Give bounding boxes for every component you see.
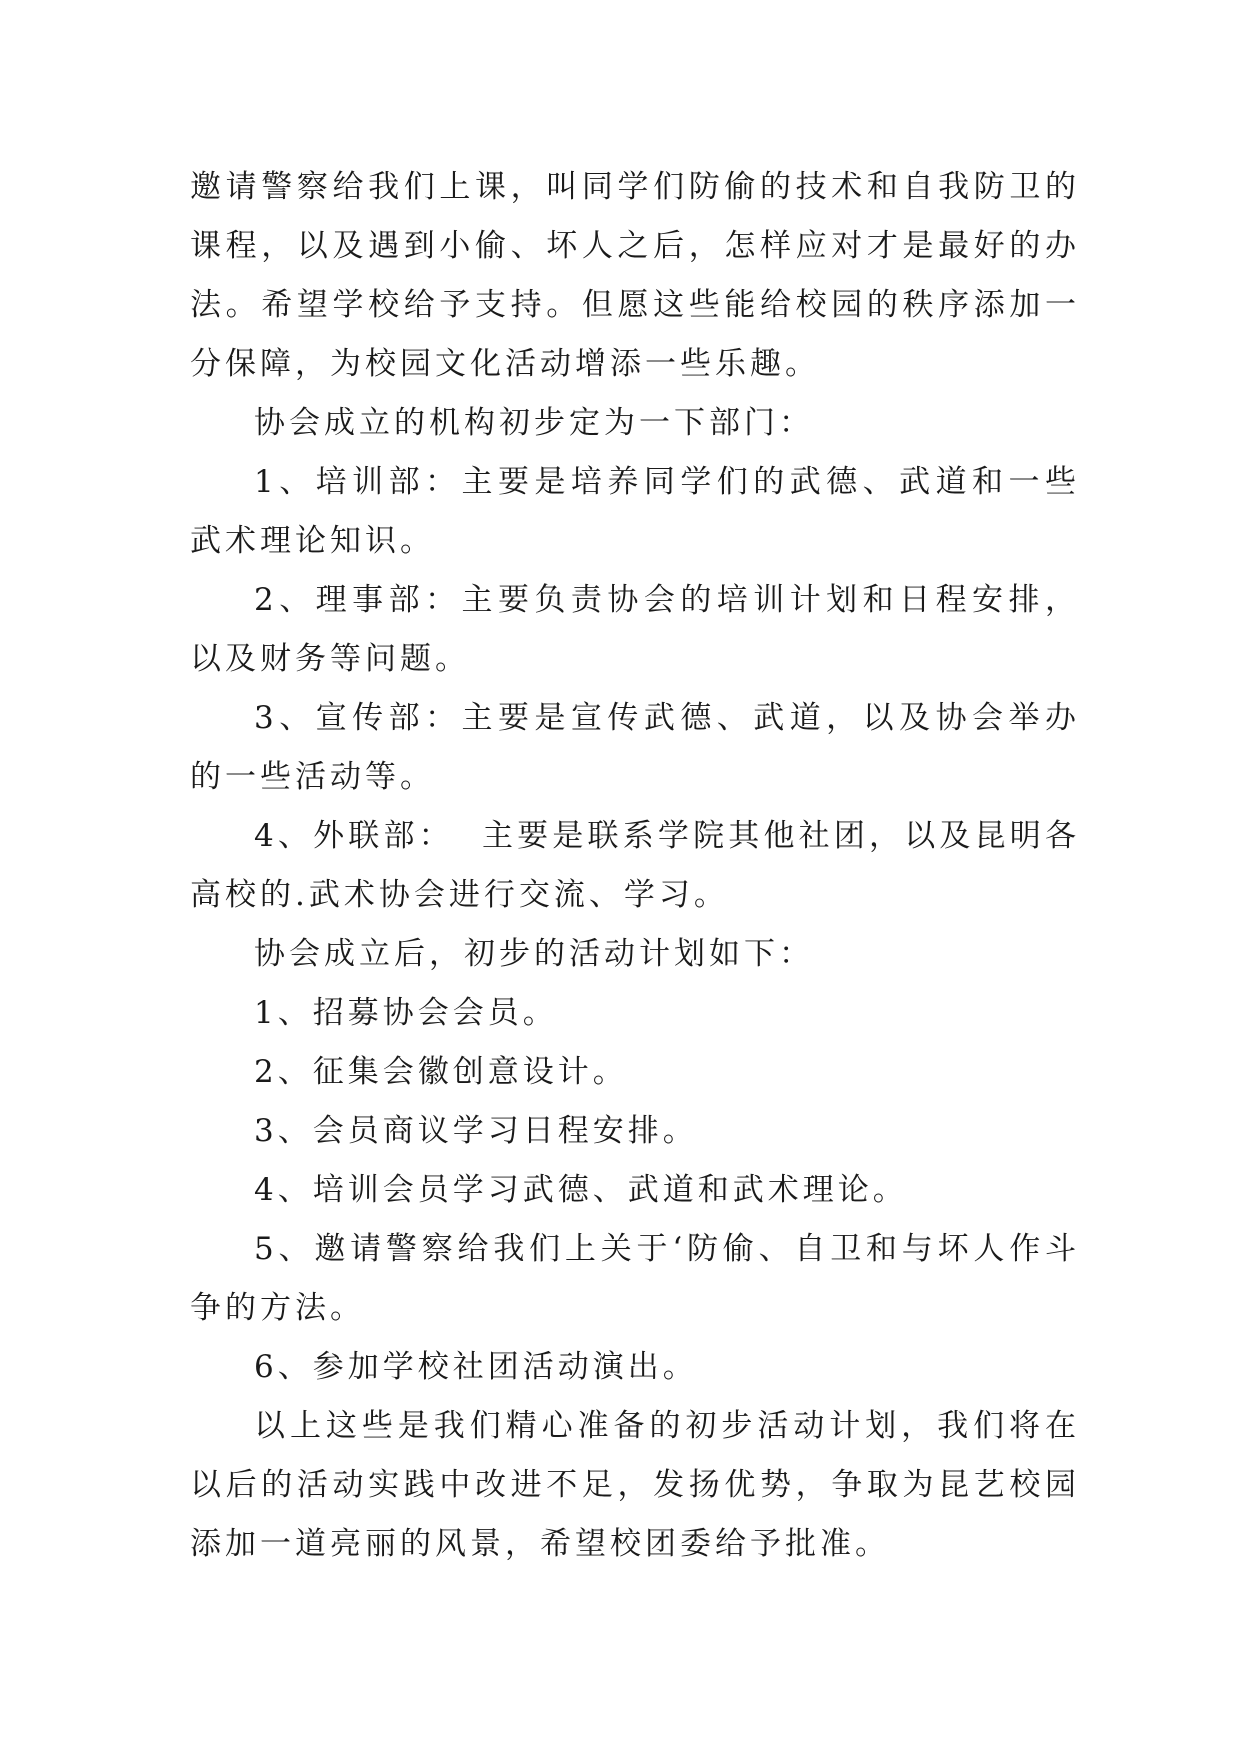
paragraph-department-training: 1、培训部：主要是培养同学们的武德、武道和一些武术理论知识。 bbox=[190, 464, 1080, 559]
paragraph-plan-item-4: 4、培训会员学习武德、武道和武术理论。 bbox=[254, 1172, 908, 1208]
paragraph-department-external: 4、外联部： 主要是联系学院其他社团，以及昆明各高校的.武术协会进行交流、学习。 bbox=[190, 818, 1080, 913]
paragraph-department-council: 2、理事部：主要负责协会的培训计划和日程安排，以及财务等问题。 bbox=[190, 582, 1080, 677]
paragraph-plan-item-2: 2、征集会徽创意设计。 bbox=[254, 1054, 628, 1090]
paragraph-plan-item-6: 6、参加学校社团活动演出。 bbox=[254, 1349, 698, 1385]
paragraph-plan-item-3: 3、会员商议学习日程安排。 bbox=[254, 1113, 698, 1149]
paragraph-conclusion: 以上这些是我们精心准备的初步活动计划，我们将在以后的活动实践中改进不足，发扬优势，争取为昆艺校园添加一道亮丽的风景，希望校团委给予批准。 bbox=[190, 1408, 1080, 1562]
paragraph-intro-continued: 邀请警察给我们上课，叫同学们防偷的技术和自我防卫的课程，以及遇到小偷、坏人之后，怎样应对才是最好的办法。希望学校给予支持。但愿这些能给校园的秩序添加一分保障，为校园文化活动增添一些乐趣。 bbox=[190, 169, 1080, 382]
paragraph-department-publicity: 3、宣传部：主要是宣传武德、武道，以及协会举办的一些活动等。 bbox=[190, 700, 1080, 795]
paragraph-plan-item-1: 1、招募协会会员。 bbox=[254, 995, 558, 1031]
paragraph-departments-heading: 协会成立的机构初步定为一下部门： bbox=[254, 405, 814, 441]
paragraph-plan-heading: 协会成立后，初步的活动计划如下： bbox=[254, 936, 814, 972]
document-body bbox=[190, 158, 1080, 1574]
paragraph-plan-item-5: 5、邀请警察给我们上关于‘防偷、自卫和与坏人作斗争的方法。 bbox=[190, 1231, 1080, 1326]
